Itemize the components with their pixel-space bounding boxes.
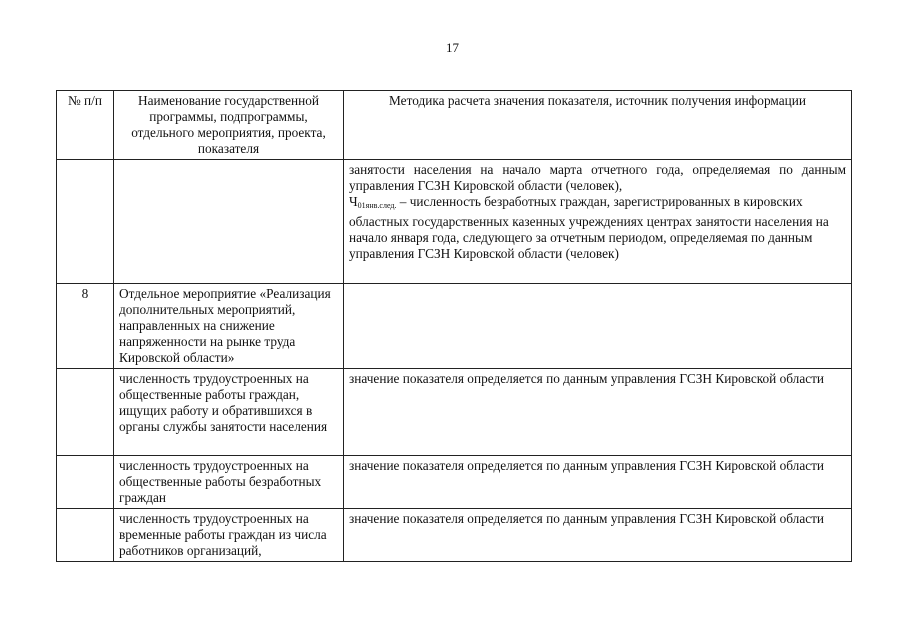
cell-name: численность трудоустроенных на общественные работы безработных граждан	[114, 456, 344, 509]
variable-description: – численность безработных граждан, зарегистрированных в кировских областных государственных казенных учреждениях центрах занятости населения на начало января года, следующего за отчетным периодом, определяемая по данным управления ГСЗН Кировской области (человек)	[349, 194, 829, 261]
cell-name: Отдельное мероприятие «Реализация дополнительных мероприятий, направленных на снижение напряженности на рынке труда Кировской области»	[114, 284, 344, 369]
table-row	[57, 369, 852, 456]
cell-name	[114, 160, 344, 284]
table-row	[57, 456, 852, 509]
table-header-row	[57, 91, 852, 160]
table-row	[57, 284, 852, 369]
cell-method-continuation	[344, 160, 852, 284]
method-text-part-1: занятости населения на начало марта отчетного года, определяемая по данным управления ГСЗН Кировской области (человек),	[349, 162, 846, 193]
cell-name: численность трудоустроенных на общественные работы граждан, ищущих работу и обратившихся в органы службы занятости населения	[114, 369, 344, 456]
indicator-methodology-table	[56, 90, 852, 562]
header-name: Наименование государственной программы, подпрограммы, отдельного мероприятия, проекта, показателя	[114, 91, 344, 160]
cell-method: значение показателя определяется по данным управления ГСЗН Кировской области	[344, 369, 852, 456]
cell-number	[57, 509, 114, 562]
cell-number	[57, 456, 114, 509]
cell-method: значение показателя определяется по данным управления ГСЗН Кировской области	[344, 456, 852, 509]
cell-number: 8	[57, 284, 114, 369]
header-method: Методика расчета значения показателя, источник получения информации	[344, 91, 852, 160]
table-row-continuation	[57, 160, 852, 284]
cell-number	[57, 369, 114, 456]
cell-method	[344, 284, 852, 369]
variable-subscript: 01янв.след.	[357, 201, 397, 210]
cell-number	[57, 160, 114, 284]
page-number: 17	[446, 40, 459, 55]
cell-method: значение показателя определяется по данным управления ГСЗН Кировской области	[344, 509, 852, 562]
header-number: № п/п	[57, 91, 114, 160]
table-row	[57, 509, 852, 562]
cell-name: численность трудоустроенных на временные работы граждан из числа работников организаций,	[114, 509, 344, 562]
method-text-part-2	[349, 194, 846, 262]
variable-symbol: Ч	[349, 194, 358, 209]
